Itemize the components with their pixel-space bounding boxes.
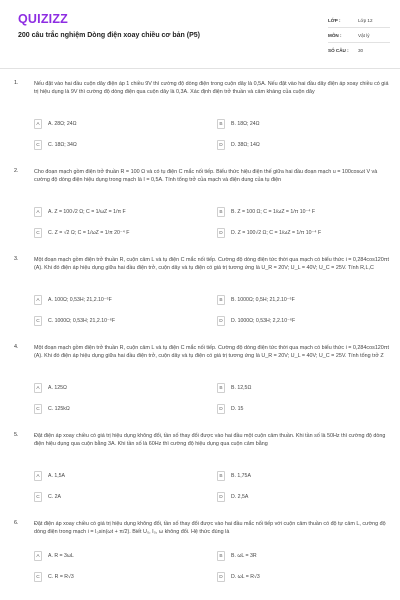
question-number: 5. bbox=[14, 432, 19, 438]
option-b[interactable] bbox=[217, 470, 251, 482]
meta-row-class bbox=[328, 13, 390, 28]
meta-label: LỚP : bbox=[328, 17, 341, 23]
option-letter: D bbox=[217, 572, 225, 582]
option-letter: D bbox=[217, 228, 225, 238]
option-letter: D bbox=[217, 316, 225, 326]
meta-value: Lớp 12 bbox=[358, 17, 373, 23]
option-d[interactable] bbox=[217, 139, 260, 151]
option-text: C. 1000Ω; 0,53H; 21,2.10⁻⁶F bbox=[48, 318, 116, 324]
meta-label: SỐ CÂU : bbox=[328, 47, 349, 53]
option-text: A. 125Ω bbox=[48, 385, 67, 391]
option-letter: D bbox=[217, 140, 225, 150]
option-text: B. Z = 100 Ω; C = 1/ωZ = 1/π 10⁻⁴ F bbox=[231, 209, 316, 215]
option-a[interactable] bbox=[34, 382, 67, 394]
option-letter: D bbox=[217, 404, 225, 414]
option-d[interactable] bbox=[217, 403, 243, 415]
document-title: 200 câu trắc nghiệm Dòng điện xoay chiều cơ bản (P5) bbox=[18, 32, 200, 39]
option-letter: C bbox=[34, 228, 42, 238]
option-text: A. R = 3ωL bbox=[48, 553, 74, 559]
option-letter: A bbox=[34, 551, 42, 561]
option-text: A. 100Ω; 0,53H; 21,2.10⁻⁶F bbox=[48, 297, 112, 303]
option-d[interactable] bbox=[217, 491, 248, 503]
option-c[interactable] bbox=[34, 491, 61, 503]
meta-value: Vật lý bbox=[358, 32, 370, 38]
meta-label: MÔN : bbox=[328, 32, 342, 38]
option-letter: B bbox=[217, 383, 225, 393]
question-text: Một đoạn mạch gồm điện trở thuần R, cuộn cảm L và tụ điện C mắc nối tiếp. Cường độ dòng điện tức thời qua mạch có biểu thức i = 0,284cos120πt (A). Khi đó điện áp hiệu dụng giữa hai đầu điện trở, cuộn dây và tụ điện có giá trị tương ứng là U_R = 20V; U_L = 40V; U_C = 25V. Tính tổng trở Z bbox=[34, 345, 390, 360]
option-letter: C bbox=[34, 316, 42, 326]
question-number: 4. bbox=[14, 344, 19, 350]
option-d[interactable] bbox=[217, 571, 260, 583]
option-letter: B bbox=[217, 551, 225, 561]
option-a[interactable] bbox=[34, 550, 74, 562]
option-text: C. 2A bbox=[48, 494, 61, 500]
option-a[interactable] bbox=[34, 206, 126, 218]
option-d[interactable] bbox=[217, 227, 321, 239]
option-text: B. 12,5Ω bbox=[231, 385, 252, 391]
meta-row-count bbox=[328, 43, 390, 57]
question-number: 6. bbox=[14, 520, 19, 526]
option-text: D. 2,5A bbox=[231, 494, 249, 500]
option-letter: B bbox=[217, 471, 225, 481]
option-a[interactable] bbox=[34, 470, 65, 482]
option-text: A. Z = 100√2 Ω; C = 1/ωZ = 1/π F bbox=[48, 209, 126, 215]
option-letter: B bbox=[217, 119, 225, 129]
option-letter: A bbox=[34, 119, 42, 129]
question-text: Đặt điện áp xoay chiều có giá trị hiệu dụng không đổi, tần số thay đổi được vào hai đầu mắc nối tiếp với cuộn cảm thuần có độ tự cảm L, cường độ dòng điện trong mạch i = I₀sin(ωt + π/2). Biết U₀, I₀, ω không đổi. Hệ thức đúng là bbox=[34, 521, 386, 536]
question-text: Một đoạn mạch gồm điện trở thuần R, cuộn cảm L và tụ điện C mắc nối tiếp. Cường độ dòng điện tức thời qua mạch có biểu thức i = 0,284cos120πt (A). Khi đó điện áp hiệu dụng giữa hai đầu điện trở, cuộn dây và tụ điện có giá trị tương ứng là U_R = 20V; U_L = 40V; U_C = 25V. Tính R,L,C bbox=[34, 257, 390, 272]
option-text: D. ωL = R√3 bbox=[231, 574, 260, 580]
quizizz-logo: QUIZIZZ bbox=[18, 12, 69, 26]
header-divider bbox=[0, 68, 400, 69]
option-c[interactable] bbox=[34, 571, 74, 583]
option-text: B. 1,75A bbox=[231, 473, 251, 479]
option-text: B. 18Ω; 24Ω bbox=[231, 121, 260, 127]
option-text: A. 28Ω; 24Ω bbox=[48, 121, 77, 127]
option-b[interactable] bbox=[217, 118, 260, 130]
option-text: D. Z = 100√2 Ω; C = 1/ωZ = 1/π 10⁻⁴ F bbox=[231, 230, 322, 236]
option-letter: A bbox=[34, 295, 42, 305]
option-a[interactable] bbox=[34, 294, 112, 306]
option-letter: B bbox=[217, 207, 225, 217]
question-number: 2. bbox=[14, 168, 19, 174]
option-letter: D bbox=[217, 492, 225, 502]
header bbox=[0, 0, 400, 62]
option-a[interactable] bbox=[34, 118, 77, 130]
option-c[interactable] bbox=[34, 139, 77, 151]
meta-row-subject bbox=[328, 28, 390, 43]
option-text: B. ωL = 3R bbox=[231, 553, 257, 559]
option-text: A. 1,5A bbox=[48, 473, 66, 479]
option-letter: C bbox=[34, 492, 42, 502]
option-c[interactable] bbox=[34, 315, 115, 327]
option-text: C. 18Ω; 34Ω bbox=[48, 142, 77, 148]
option-letter: A bbox=[34, 471, 42, 481]
option-letter: A bbox=[34, 383, 42, 393]
option-letter: C bbox=[34, 404, 42, 414]
option-letter: B bbox=[217, 295, 225, 305]
option-c[interactable] bbox=[34, 403, 70, 415]
option-letter: C bbox=[34, 572, 42, 582]
question-text: Cho đoạn mạch gồm điện trở thuần R = 100 Ω và có tụ điện C mắc nối tiếp. Biểu thức hiệu điện thế giữa hai đầu đoạn mạch u = 100cosωt V và cường độ dòng điện hiệu dụng trong mạch là I = 0,5A. Tính tổng trở của mạch và điện dung của tụ điện bbox=[34, 169, 378, 184]
question-number: 1. bbox=[14, 80, 19, 86]
option-text: C. 125kΩ bbox=[48, 406, 70, 412]
option-text: D. 15 bbox=[231, 406, 244, 412]
option-b[interactable] bbox=[217, 382, 251, 394]
option-d[interactable] bbox=[217, 315, 295, 327]
option-b[interactable] bbox=[217, 294, 295, 306]
question-text: Nếu đặt vào hai đầu cuộn dây điện áp 1 chiều 9V thì cường độ dòng điện trong cuộn dây là 0,5A. Nếu đặt vào hai đầu dây điện áp xoay chiều có giá trị hiệu dụng là 9V thì cường độ dòng điện qua cuộn dây là 0,3A. Xác định điện trở thuần và cảm kháng của cuộn dây bbox=[34, 81, 389, 96]
meta-table bbox=[328, 13, 390, 57]
option-text: C. R = R√3 bbox=[48, 574, 74, 580]
option-letter: A bbox=[34, 207, 42, 217]
question-text: Đặt điện áp xoay chiều có giá trị hiệu dụng không đổi, tần số thay đổi được vào hai đầu một cuộn cảm thuần. Khi tần số là 50Hz thì cường độ dòng điện hiệu dụng qua cuộn bằng 3A. Khi tần số là 60Hz thì cường độ hiệu dụng qua cuộn cảm bằng bbox=[34, 433, 386, 448]
option-text: D. 1000Ω; 0,53H; 2,2.10⁻⁶F bbox=[231, 318, 296, 324]
question-number: 3. bbox=[14, 256, 19, 262]
option-letter: C bbox=[34, 140, 42, 150]
meta-value: 30 bbox=[358, 47, 364, 53]
option-b[interactable] bbox=[217, 550, 257, 562]
option-text: C. Z = √2 Ω; C = 1/ωZ = 1/π 20⁻⁴ F bbox=[48, 230, 130, 236]
option-text: D. 38Ω; 14Ω bbox=[231, 142, 260, 148]
option-b[interactable] bbox=[217, 206, 315, 218]
option-c[interactable] bbox=[34, 227, 129, 239]
option-text: B. 1000Ω; 0,5H; 21,2.10⁻⁶F bbox=[231, 297, 295, 303]
